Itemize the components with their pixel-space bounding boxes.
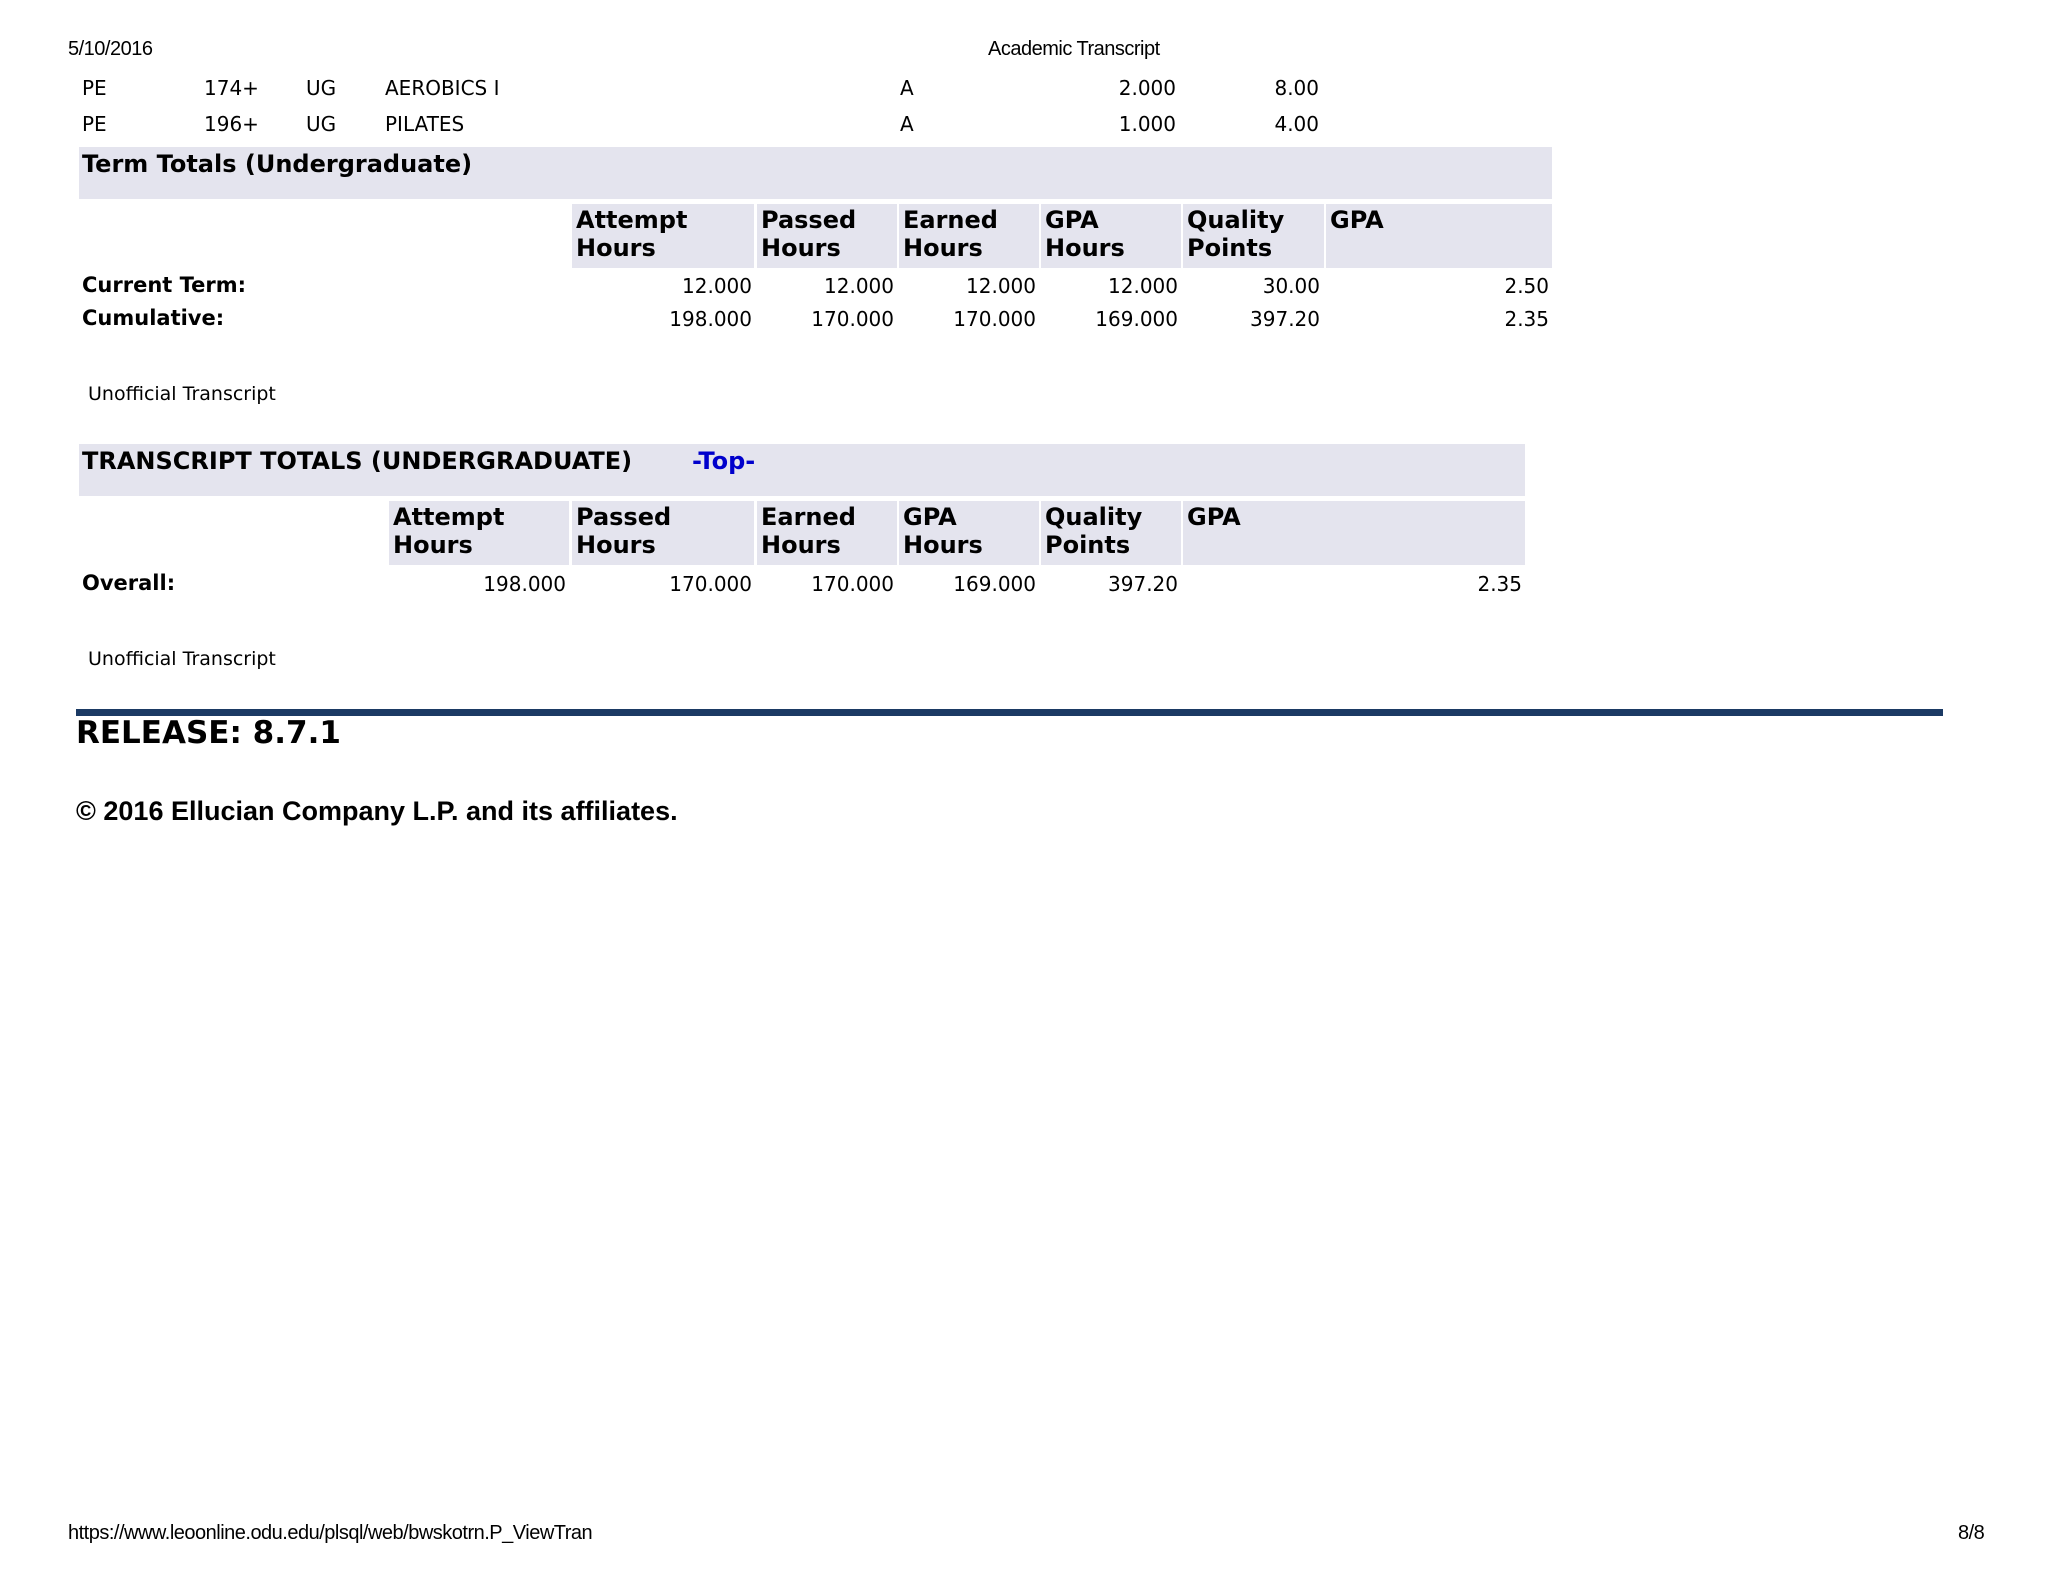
overall-col-gpa: GPA: [1183, 501, 1525, 565]
overall-col-passed-hours: Passed Hours: [572, 501, 754, 565]
print-date: 5/10/2016: [68, 38, 153, 60]
row-label-current-term: Current Term:: [82, 273, 247, 297]
course-quality-points: 8.00: [1274, 76, 1319, 100]
cell-gpa: 2.35: [1504, 307, 1549, 331]
cell-earned-hours: 170.000: [811, 572, 894, 596]
term-col-gpa-hours: GPA Hours: [1041, 204, 1181, 268]
cell-attempt-hours: 198.000: [669, 307, 752, 331]
print-page-number: 8/8: [1958, 1522, 1985, 1544]
print-title: Academic Transcript: [988, 38, 1160, 60]
course-grade: A: [900, 76, 914, 100]
course-quality-points: 4.00: [1274, 112, 1319, 136]
cell-gpa: 2.35: [1477, 572, 1522, 596]
unofficial-transcript-note: Unofficial Transcript: [88, 383, 276, 405]
cell-earned-hours: 12.000: [966, 274, 1036, 298]
course-credit-hours: 2.000: [1118, 76, 1176, 100]
release-version: RELEASE: 8.7.1: [76, 715, 341, 751]
overall-col-quality-points: Quality Points: [1041, 501, 1181, 565]
cell-gpa-hours: 169.000: [953, 572, 1036, 596]
term-col-gpa: GPA: [1326, 204, 1552, 268]
cell-quality-points: 397.20: [1250, 307, 1320, 331]
course-credit-hours: 1.000: [1118, 112, 1176, 136]
overall-col-earned-hours: Earned Hours: [757, 501, 897, 565]
term-totals-title: Term Totals (Undergraduate): [82, 150, 473, 178]
cell-passed-hours: 170.000: [811, 307, 894, 331]
row-label-overall: Overall:: [82, 571, 176, 595]
course-level: UG: [306, 76, 337, 100]
term-col-earned-hours: Earned Hours: [899, 204, 1039, 268]
row-label-cumulative: Cumulative:: [82, 306, 225, 330]
course-number: 196+: [204, 112, 259, 136]
overall-col-attempt-hours: Attempt Hours: [389, 501, 569, 565]
unofficial-transcript-note: Unofficial Transcript: [88, 648, 276, 670]
course-subject: PE: [82, 76, 107, 100]
course-title: AEROBICS I: [385, 76, 500, 100]
cell-attempt-hours: 12.000: [682, 274, 752, 298]
copyright-notice: © 2016 Ellucian Company L.P. and its affiliates.: [76, 796, 678, 826]
cell-gpa-hours: 12.000: [1108, 274, 1178, 298]
transcript-totals-title: TRANSCRIPT TOTALS (UNDERGRADUATE): [82, 447, 633, 475]
overall-col-gpa-hours: GPA Hours: [899, 501, 1039, 565]
course-subject: PE: [82, 112, 107, 136]
course-number: 174+: [204, 76, 259, 100]
course-title: PILATES: [385, 112, 465, 136]
course-level: UG: [306, 112, 337, 136]
cell-gpa: 2.50: [1504, 274, 1549, 298]
cell-quality-points: 397.20: [1108, 572, 1178, 596]
term-col-quality-points: Quality Points: [1183, 204, 1324, 268]
cell-passed-hours: 12.000: [824, 274, 894, 298]
top-link[interactable]: -Top-: [692, 447, 756, 475]
cell-quality-points: 30.00: [1262, 274, 1320, 298]
release-divider: [76, 709, 1943, 716]
cell-attempt-hours: 198.000: [483, 572, 566, 596]
print-url: https://www.leoonline.odu.edu/plsql/web/bwskotrn.P_ViewTran: [68, 1522, 593, 1544]
cell-passed-hours: 170.000: [669, 572, 752, 596]
cell-earned-hours: 170.000: [953, 307, 1036, 331]
cell-gpa-hours: 169.000: [1095, 307, 1178, 331]
term-col-attempt-hours: Attempt Hours: [572, 204, 754, 268]
term-col-passed-hours: Passed Hours: [757, 204, 897, 268]
course-grade: A: [900, 112, 914, 136]
